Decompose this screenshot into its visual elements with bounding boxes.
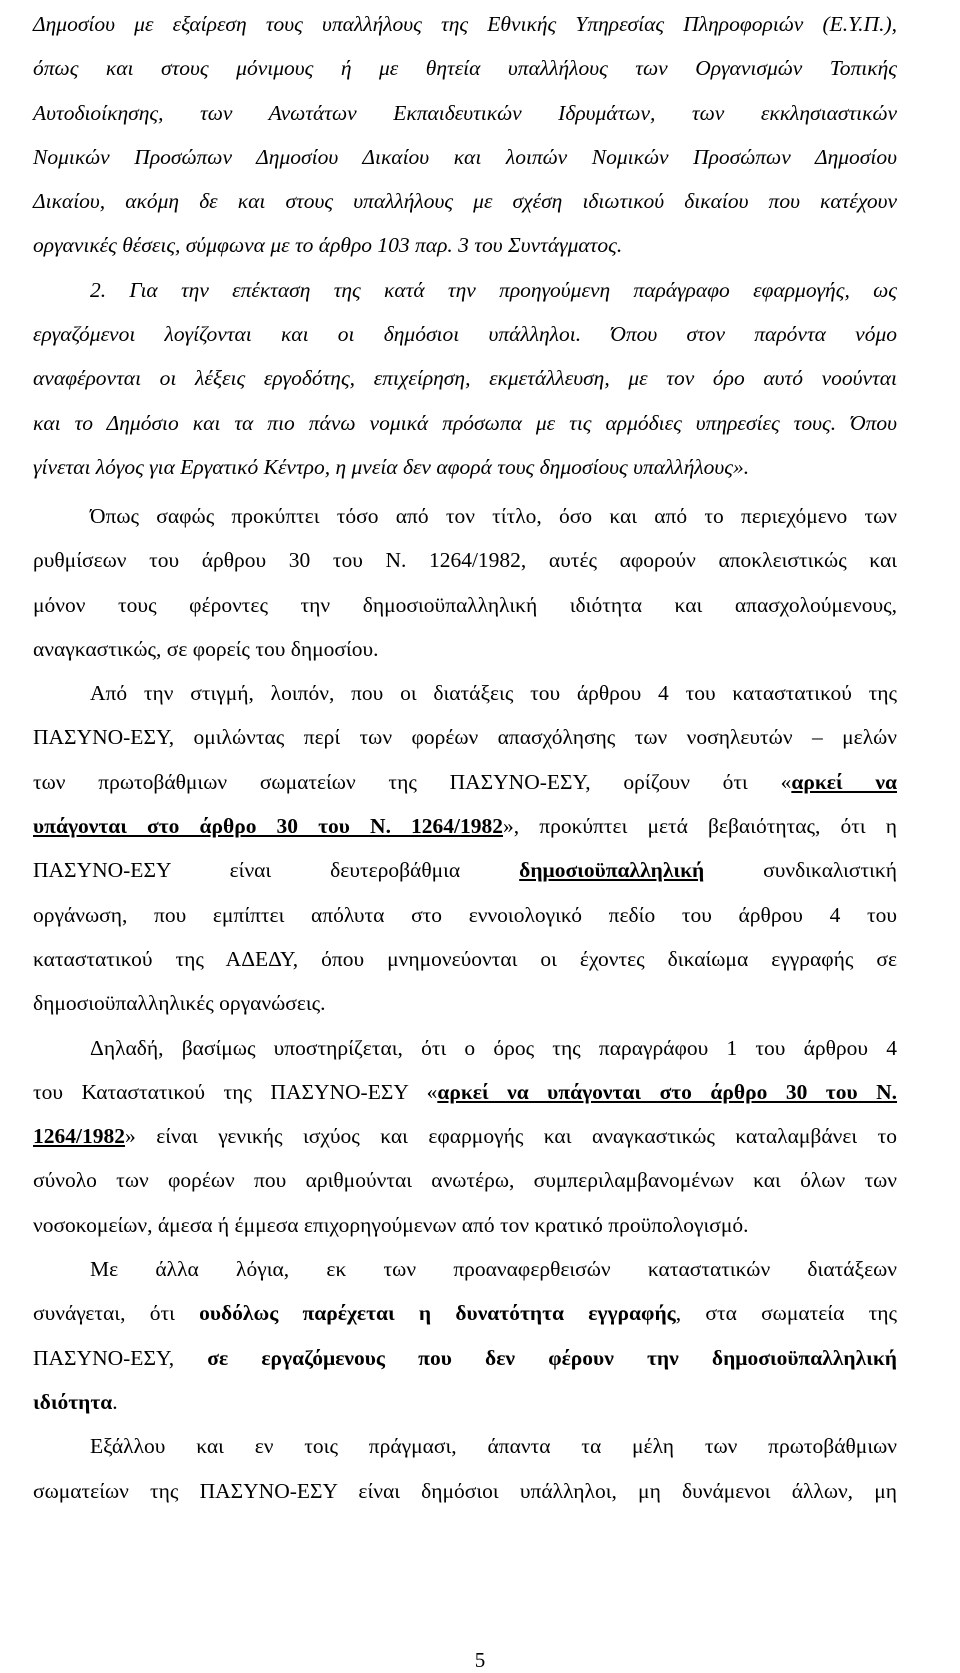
- emphasis-text: 1264/1982: [33, 1124, 125, 1149]
- paragraph-4-line-1: Με άλλα λόγια, εκ των προαναφερθεισών καταστατικών διατάξεων: [90, 1257, 897, 1282]
- text-run: συνδικαλιστική: [704, 858, 897, 883]
- text-line: όπως και στους μόνιμους ή με θητεία υπαλλήλους των Οργανισμών Τοπικής: [33, 56, 897, 81]
- paragraph-4-line-4: [33, 1380, 897, 1424]
- text-line: αναφέρονται οι λέξεις εργοδότης, επιχείρηση, εκμετάλλευση, με τον όρο αυτό νοούνται: [33, 366, 897, 391]
- quoted-law-text: [33, 2, 897, 489]
- emphasis-text: υπάγονται στο άρθρο 30 του Ν. 1264/1982: [33, 814, 504, 839]
- text-run: », προκύπτει μετά βεβαιότητας, ότι η: [503, 814, 897, 839]
- paragraph-2-line-7: καταστατικού της ΑΔΕΔΥ, όπου μνημονεύονται οι έχοντες δικαίωμα εγγραφής σε: [33, 946, 897, 971]
- text-run: .: [112, 1389, 118, 1414]
- paragraph-3-line-2: [33, 1070, 897, 1114]
- paragraph-2-line-8: δημοσιοϋπαλληλικές οργανώσεις.: [33, 991, 326, 1016]
- paragraph-3-line-5: νοσοκομείων, άμεσα ή έμμεσα επιχορηγούμενων από τον κρατικό προϋπολογισμό.: [33, 1212, 749, 1237]
- paragraph-1-line-4: αναγκαστικώς, σε φορείς του δημοσίου.: [33, 636, 379, 661]
- text-run: ΠΑΣΥΝΟ-ΕΣΥ είναι δευτεροβάθμια: [33, 858, 520, 883]
- paragraph-1-line-1: Όπως σαφώς προκύπτει τόσο από τον τίτλο, όσο και από το περιεχόμενο των: [90, 504, 897, 528]
- text-run: του Καταστατικού της ΠΑΣΥΝΟ-ΕΣΥ «: [33, 1079, 438, 1104]
- paragraph-4-line-3: [33, 1336, 897, 1380]
- text-line: Αυτοδιοίκησης, των Ανωτάτων Εκπαιδευτικών Ιδρυμάτων, των εκκλησιαστικών: [33, 100, 897, 125]
- text-run: , στα σωματεία της: [675, 1301, 897, 1326]
- emphasis-text: αρκεί να: [791, 769, 897, 794]
- text-line: οργανικές θέσεις, σύμφωνα με το άρθρο 103 παρ. 3 του Συντάγματος.: [33, 233, 623, 258]
- paragraph-3-line-1: Δηλαδή, βασίμως υποστηρίζεται, ότι ο όρος της παραγράφου 1 του άρθρου 4: [90, 1035, 897, 1060]
- text-run: » είναι γενικής ισχύος και εφαρμογής και αναγκαστικώς καταλαμβάνει το: [124, 1124, 897, 1149]
- text-line: Δημοσίου με εξαίρεση τους υπαλλήλους της Εθνικής Υπηρεσίας Πληροφοριών (Ε.Υ.Π.),: [33, 12, 897, 36]
- page-number: 5: [474, 1648, 486, 1672]
- emphasis-text: αρκεί να υπάγονται στο άρθρο 30 του Ν.: [437, 1079, 898, 1104]
- paragraph-3-line-3: [33, 1114, 897, 1158]
- bold-text: ιδιότητα: [33, 1389, 113, 1414]
- text-line: εργαζόμενοι λογίζονται και οι δημόσιοι υπάλληλοι. Όπου στον παρόντα νόμο: [33, 322, 897, 347]
- body-text: [33, 494, 897, 1513]
- text-run: ΠΑΣΥΝΟ-ΕΣΥ,: [33, 1345, 208, 1370]
- paragraph-2-line-5: [33, 848, 897, 892]
- emphasis-text: δημοσιοϋπαλληλική: [519, 858, 705, 883]
- paragraph-5-line-1: Εξάλλου και εν τοις πράγμασι, άπαντα τα μέλη των πρωτοβάθμιων: [90, 1434, 897, 1459]
- bold-text: σε εργαζόμενους που δεν φέρουν την δημοσιοϋπαλληλική: [207, 1345, 897, 1370]
- paragraph-3-line-4: σύνολο των φορέων που αριθμούνται ανωτέρω, συμπεριλαμβανομένων και όλων των: [33, 1168, 897, 1193]
- bold-text: ουδόλως παρέχεται η δυνατότητα εγγραφής: [199, 1301, 676, 1326]
- paragraph-2-line-1: Από την στιγμή, λοιπόν, που οι διατάξεις του άρθρου 4 του καταστατικού της: [90, 681, 897, 706]
- paragraph-1-line-2: ρυθμίσεων του άρθρου 30 του Ν. 1264/1982, αυτές αφορούν αποκλειστικώς και: [33, 548, 897, 573]
- paragraph-2-line-6: οργάνωση, που εμπίπτει απόλυτα στο εννοιολογικό πεδίο του άρθρου 4 του: [33, 902, 897, 927]
- paragraph-2-line-3: [33, 760, 897, 804]
- paragraph-2-line-4: [33, 804, 897, 848]
- text-line: 2. Για την επέκταση της κατά την προηγούμενη παράγραφο εφαρμογής, ως: [90, 277, 897, 302]
- text-line: γίνεται λόγος για Εργατικό Κέντρο, η μνεία δεν αφορά τους δημοσίους υπαλλήλους».: [33, 454, 750, 479]
- text-run: των πρωτοβάθμιων σωματείων της ΠΑΣΥΝΟ-ΕΣΥ, ορίζουν ότι «: [33, 769, 792, 794]
- text-line: και το Δημόσιο και τα πιο πάνω νομικά πρόσωπα με τις αρμόδιες υπηρεσίες τους. Όπου: [33, 410, 897, 435]
- paragraph-2-line-2: ΠΑΣΥΝΟ-ΕΣΥ, ομιλώντας περί των φορέων απασχόλησης των νοσηλευτών – μελών: [33, 725, 897, 750]
- text-run: συνάγεται, ότι: [33, 1301, 200, 1326]
- paragraph-5-line-2: σωματείων της ΠΑΣΥΝΟ-ΕΣΥ είναι δημόσιοι υπάλληλοι, μη δυνάμενοι άλλων, μη: [33, 1478, 897, 1503]
- text-line: Δικαίου, ακόμη δε και στους υπαλλήλους με σχέση ιδιωτικού δικαίου που κατέχουν: [33, 189, 897, 214]
- text-line: Νομικών Προσώπων Δημοσίου Δικαίου και λοιπών Νομικών Προσώπων Δημοσίου: [33, 144, 897, 169]
- paragraph-4-line-2: [33, 1291, 897, 1335]
- paragraph-1-line-3: μόνον τους φέροντες την δημοσιοϋπαλληλική ιδιότητα και απασχολούμενους,: [33, 592, 897, 617]
